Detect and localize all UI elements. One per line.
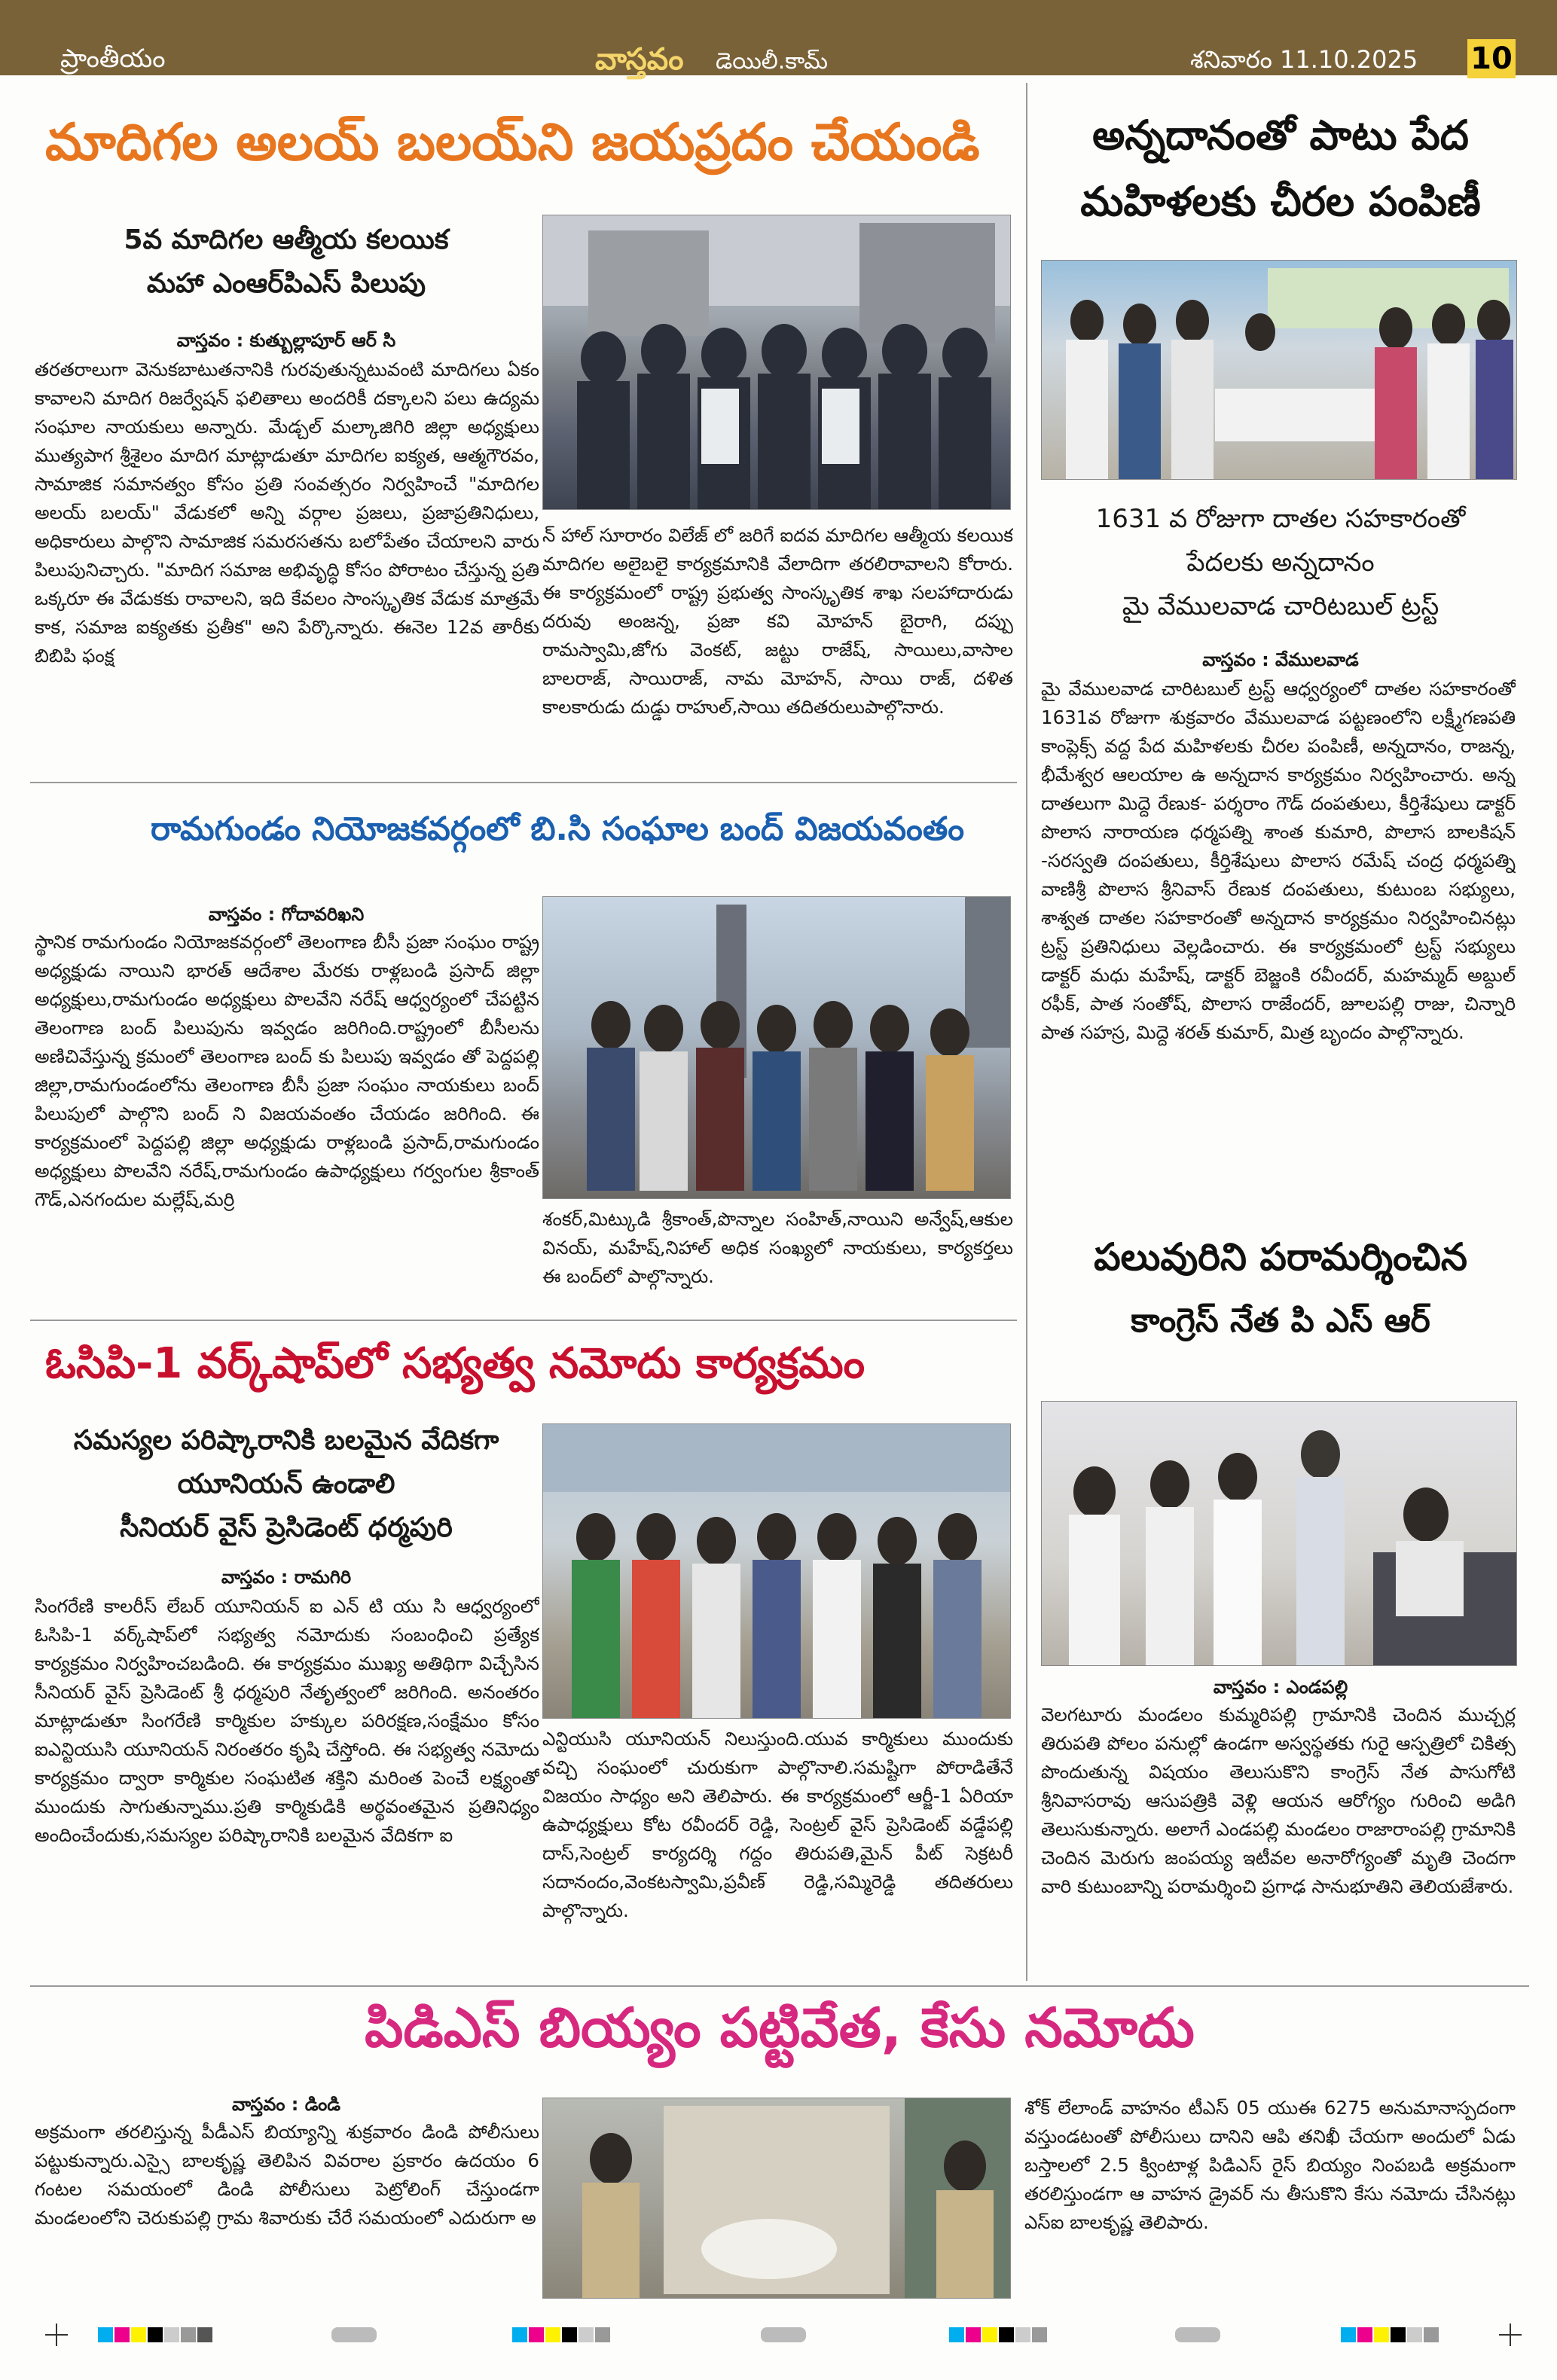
story5-photo-art [543,1424,1010,1718]
story1-sub2: మహా ఎంఆర్‌పిఎస్ పిలుపు [146,268,426,299]
story3-body-left: స్థానిక రామగుండం నియోజకవర్గంలో తెలంగాణ బీసీ ప్రజా సంఘం రాష్ట్ర అధ్యక్షుడు నాయిని భారత్ ఆదేశాల మేరకు రాళ్లబండి ప్రసాద్ జిల్లా అధ్యక్షులు,రామగుండం అధ్యక్షులు పొలవేని నరేష్ ఆధ్వర్యంలో చేపట్టిన తెలంగాణ బంద్ పిలుపును ఇవ్వడం జరిగింది.రాష్ట్రంలో బీసీలను అణిచివేస్తున్న క్రమంలో తెలంగాణ బంద్ కు పిలుపు ఇవ్వడం తో పెద్దపల్లి జిల్లా,రామగుండంలోను తెలంగాణ బీసీ ప్రజా సంఘం నాయకులు బంద్ పిలుపులో పాల్గొని బంద్ ని విజయవంతం చేయడం జరిగింది. ఈ కార్యక్రమంలో పెద్దపల్లి జిల్లా అధ్యక్షుడు రాళ్లబండి ప్రసాద్,రామగుండం అధ్యక్షులు పొలవేని నరేష్,రామగుండం ఉపాధ్యక్షులు గర్వంగుల శ్రీకాంత్ గౌడ్,ఎనగందుల మల్లేష్,మర్రి [35,931,539,1210]
story6-photo-art [543,2098,1010,2298]
story6-headline: పిడిఎస్ బియ్యం పట్టివేత, కేసు నమోదు [365,1996,1195,2059]
story4-photo [1041,1401,1517,1666]
story3-photo [542,896,1011,1199]
divider [30,1985,1529,1987]
story2-sub1: 1631 వ రోజుగా దాతల సహకారంతో [1095,504,1466,534]
story5-headline: ఓసిపి-1 వర్క్‌షాప్‌లో సభ్యత్వ నమోదు కార్యక్రమం [45,1339,866,1388]
story2-photo-art [1042,261,1516,479]
divider [30,782,1017,783]
print-marks [0,2312,1557,2357]
story3-body-right: శంకర్,మిట్కుడి శ్రీకాంత్,పొన్నాల సంహిత్,నాయిని అన్వేష్,ఆకుల వినయ్, మహేష్,నిహాల్ అధిక సంఖ్యలో నాయకులు, కార్యకర్తలు ఈ బంద్‌లో పాల్గొన్నారు. [542,1208,1013,1287]
story5-photo [542,1423,1011,1719]
story2-body: మై వేములవాడ చారిటబుల్ ట్రస్ట్ ఆధ్వర్యంలో దాతల సహకారంతో 1631వ రోజుగా శుక్రవారం వేములవాడ పట్టణంలోని లక్ష్మీగణపతి కాంప్లెక్స్ వద్ద పేద మహిళలకు చీరల పంపిణీ, అన్నదానం, రాజన్న, భీమేశ్వర ఆలయాల ఉ అన్నదాన కార్యక్రమం నిర్వహించారు. అన్న దాతలుగా మిద్దె రేణుక- పర్శరాం గౌడ్ దంపతులు, కీర్తిశేషులు డాక్టర్ పొలాస నారాయణ ధర్మపత్ని శాంత కుమారి, పొలాస బాలకిషన్ -సరస్వతి దంపతులు, కీర్తిశేషులు పొలాస రమేష్ చంద్ర ధర్మపత్ని వాణిశ్రీ పొలాస శ్రీనివాస్ రేణుక దంపతులు, కుటుంబ సభ్యులు, శాశ్వత దాతల సహకారంతో అన్నదాన కార్యక్రమం నిర్వహించినట్లు ట్రస్ట్ ప్రతినిధులు వెల్లడించారు. ఈ కార్యక్రమంలో ట్రస్ట్ సభ్యులు డాక్టర్ మధు మహేష్, డాక్టర్ బెజ్జంకి రవీందర్, మహమ్మద్ అబ్దుల్ రఫీక్, పాత సంతోష్, పొలాస రాజేందర్, జూలపల్లి రాజు, చిన్నారి పాత సహస్ర, మిద్దె శరత్ కుమార్, మిత్ర బృందం పాల్గొన్నారు. [1041,678,1516,1043]
story5-body-left: సింగరేణి కాలరీస్ లేబర్ యూనియన్ ఐ ఎన్ టి యు సి ఆధ్వర్యంలో ఓసిపి-1 వర్క్‌షాప్‌లో సభ్యత్వ నమోదుకు సంబంధించి ప్రత్యేక కార్యక్రమం నిర్వహించబడింది. ఈ కార్యక్రమం ముఖ్య అతిథిగా విచ్చేసిన సీనియర్ వైస్ ప్రెసిడెంట్ శ్రీ ధర్మపురి నేతృత్వంలో జరిగింది. అనంతరం మాట్లాడుతూ సింగరేణి కార్మికుల హక్కుల పరిరక్షణ,సంక్షేమం కోసం ఐఎన్టియుసి యూనియన్ నిరంతరం కృషి చేస్తోంది. ఈ సభ్యత్వ నమోదు కార్యక్రమం ద్వారా కార్మికుల సంఘటిత శక్తిని మరింత పెంచే లక్ష్యంతో ముందుకు సాగుతున్నాము.ప్రతి కార్మికుడికి అర్థవంతమైన ప్రతినిధ్యం అందించేందుకు,సమస్యల పరిష్కారానికి బలమైన వేదికగా ఐ [35,1595,539,1846]
story2-dateline: వాస్తవం : వేములవాడ [1202,649,1359,670]
brand-suffix: డెయిలీ.కామ్ [716,48,828,75]
story6-dateline: వాస్తవం : డిండి [231,2094,341,2115]
story4-headline2: కాంగ్రెస్ నేత పి ఎస్ ఆర్ [1131,1301,1430,1340]
story1-sub1: 5వ మాదిగల ఆత్మీయ కలయిక [124,224,449,255]
story3-dateline: వాస్తవం : గోదావరిఖని [208,904,365,925]
story1-body-left: తరతరాలుగా వెనుకబాటుతనానికి గురవుతున్నటువంటి మాదిగలు ఏకం కావాలని మాదిగ రిజర్వేషన్ ఫలితాలు అందరికీ దక్కాలని పలు ఉద్యమ సంఘాల నాయకులు అన్నారు. మేడ్చల్ మల్కాజిగిరి జిల్లా అధ్యక్షులు ముత్యపాగ శ్రీశైలం మాదిగ మాట్లాడుతూ మాదిగల ఐక్యత, ఆత్మగౌరవం, సామాజిక సమానత్వం కోసం ప్రతి సంవత్సరం నిర్వహించే "మాదిగల అలయ్ బలయ్" వేడుకలో అన్ని వర్గాల ప్రజలు, ప్రజాప్రతినిధులు, అధికారులు పాల్గొని సామాజిక సమరసతను బలోపేతం చేయాలని వారు పిలుపునిచ్చారు. "మాదిగ సమాజ అభివృద్ధి కోసం పోరాటం చేస్తున్న ప్రతి ఒక్కరూ ఈ వేడుకకు రావాలని, ఇది కేవలం సాంస్కృతిక వేడుక మాత్రమే కాక, సమాజ ఐక్యతకు ప్రతీక" అని పేర్కొన్నారు. ఈనెల 12వ తారీకు బిబిపి ఫంక్ష [35,359,539,667]
story1-photo-art [543,215,1010,509]
story5-sub2: యూనియన్ ఉండాలి [177,1469,395,1500]
story1-body-right: న్ హాల్ సూరారం విలేజ్ లో జరిగే ఐదవ మాదిగల ఆత్మీయ కలయిక మాదిగల అలైబలై కార్యక్రమానికి వేలాదిగా తరలిరావాలని కోరారు. ఈ కార్యక్రమంలో రాష్ట్ర ప్రభుత్వ సాంస్కృతిక శాఖ సలహాదారుడు దరువు అంజన్న, ప్రజా కవి మోహన్ బైరాగి, దప్పు రామస్వామి,జోగు వెంకట్, జట్టు రాజేష్, సాయిలు,వాసాల బాలరాజ్, సాయిరాజ్, నామ మోహన్, సాయి రాజ్, దళిత కాలకారుడు దుడ్డు రాహుల్,సాయి తదితరులుపాల్గొనారు. [542,524,1013,718]
story4-headline: పలువురిని పరామర్శించిన [1094,1235,1467,1279]
story2-photo [1041,260,1517,480]
story6-body-left: అక్రమంగా తరలిస్తున్న పీడీఎస్ బియ్యాన్ని శుక్రవారం డిండి పోలీసులు పట్టుకున్నారు.ఎస్సై బాలకృష్ణ తెలిపిన వివరాల ప్రకారం ఉదయం 6 గంటల సమయంలో డిండి పోలీసులు పెట్రోలింగ్ చేస్తుండగా మండలంలోని చెరుకుపల్లి గ్రామ శివారుకు చేరే సమయంలో ఎదురుగా అ [35,2121,539,2229]
story4-dateline: వాస్తవం : ఎండపల్లి [1213,1677,1348,1698]
story3-headline: రామగుండం నియోజకవర్గంలో బి.సి సంఘాల బంద్ విజయవంతం [151,810,965,848]
story3-photo-art [543,897,1010,1198]
story2-sub3: మై వేములవాడ చారిటబుల్ ట్రస్ట్ [1122,591,1439,621]
story2-headline2: మహిళలకు చీరల పంపిణీ [1080,178,1481,225]
brand-logo: వాస్తవం [595,42,684,77]
print-marks-art [0,2312,1557,2357]
divider [30,1320,1017,1321]
story5-sub3: సీనియర్ వైస్ ప్రెసిడెంట్ ధర్మపురి [120,1512,453,1543]
column-divider [1026,83,1027,1981]
story4-body: వెలగటూరు మండలం కుమ్మరిపల్లి గ్రామానికి చెందిన ముచ్చర్ల తిరుపతి పోలం పనుల్లో ఉండగా అస్వస్థతకు గురై ఆస్పత్రిలో చికిత్స పొందుతున్న విషయం తెలుసుకొని కాంగ్రెస్ నేత పాసుగోటి శ్రీనివాసరావు ఆసుపత్రికి వెళ్లి ఆయన ఆరోగ్యం గురించి అడిగి తెలుసుకున్నారు. అలాగే ఎండపల్లి మండలం రాజారాంపల్లి గ్రామానికి చెందిన మెరుగు జంపయ్య ఇటీవల అనారోగ్యంతో మృతి చెందగా వారి కుటుంబాన్ని పరామర్శించి ప్రగాఢ సానుభూతిని తెలియజేశారు. [1041,1704,1516,1897]
story2-headline: అన్నదానంతో పాటు పేద [1092,111,1469,159]
story5-body-right: ఎన్టియుసి యూనియన్ నిలుస్తుంది.యువ కార్మికులు ముందుకు వచ్చి సంఘంలో చురుకుగా పాల్గొనాలి.సమష్టిగా పోరాడితేనే విజయం సాధ్యం అని తెలిపారు. ఈ కార్యక్రమంలో ఆర్జీ-1 ఏరియా ఉపాధ్యక్షులు కోట రవీందర్ రెడ్డి, సెంట్రల్ వైస్ ప్రెసిడెంట్ వడ్డేపల్లి దాస్,సెంట్రల్ కార్యదర్శి గద్దం తిరుపతి,మైన్ పీట్ సెక్రటరీ సదానందం,వెంకటస్వామి,ప్రవీణ్ రెడ్డి,సమ్మిరెడ్డి తదితరులు పాల్గొన్నారు. [542,1728,1013,1921]
story6-body-right: శోక్ లేలాండ్ వాహనం టీఎస్ 05 యుఈ 6275 అనుమానాస్పదంగా వస్తుండటంతో పోలీసులు దానిని ఆపి తనిఖీ చేయగా అందులో ఏడు బస్తాలలో 2.5 క్వింటాళ్ల పిడిఎస్ రైస్ బియ్యం నింపబడి అక్రమంగా తరలిస్తుండగా ఆ వాహన డ్రైవర్ ను తీసుకొని కేసు నమోదు చేసినట్లు ఎస్ఐ బాలకృష్ణ తెలిపారు. [1024,2097,1516,2233]
story6-photo [542,2098,1011,2299]
masthead [0,0,1557,75]
story1-dateline: వాస్తవం : కుత్బుల్లాపూర్ ఆర్ సి [176,330,396,351]
story5-dateline: వాస్తవం : రామగిరి [221,1567,352,1588]
issue-date: శనివారం 11.10.2025 [1190,45,1418,74]
story5-sub1: సమస్యల పరిష్కారానికి బలమైన వేదికగా [73,1425,499,1456]
story4-photo-art [1042,1402,1516,1665]
story1-photo [542,215,1011,510]
story2-sub2: పేదలకు అన్నదానం [1186,548,1375,578]
page-number: 10 [1467,39,1516,78]
section-label: ప్రాంతీయం [60,44,166,74]
story1-headline: మాదిగల అలయ్ బలయ్‌ని జయప్రదం చేయండి [45,113,980,172]
